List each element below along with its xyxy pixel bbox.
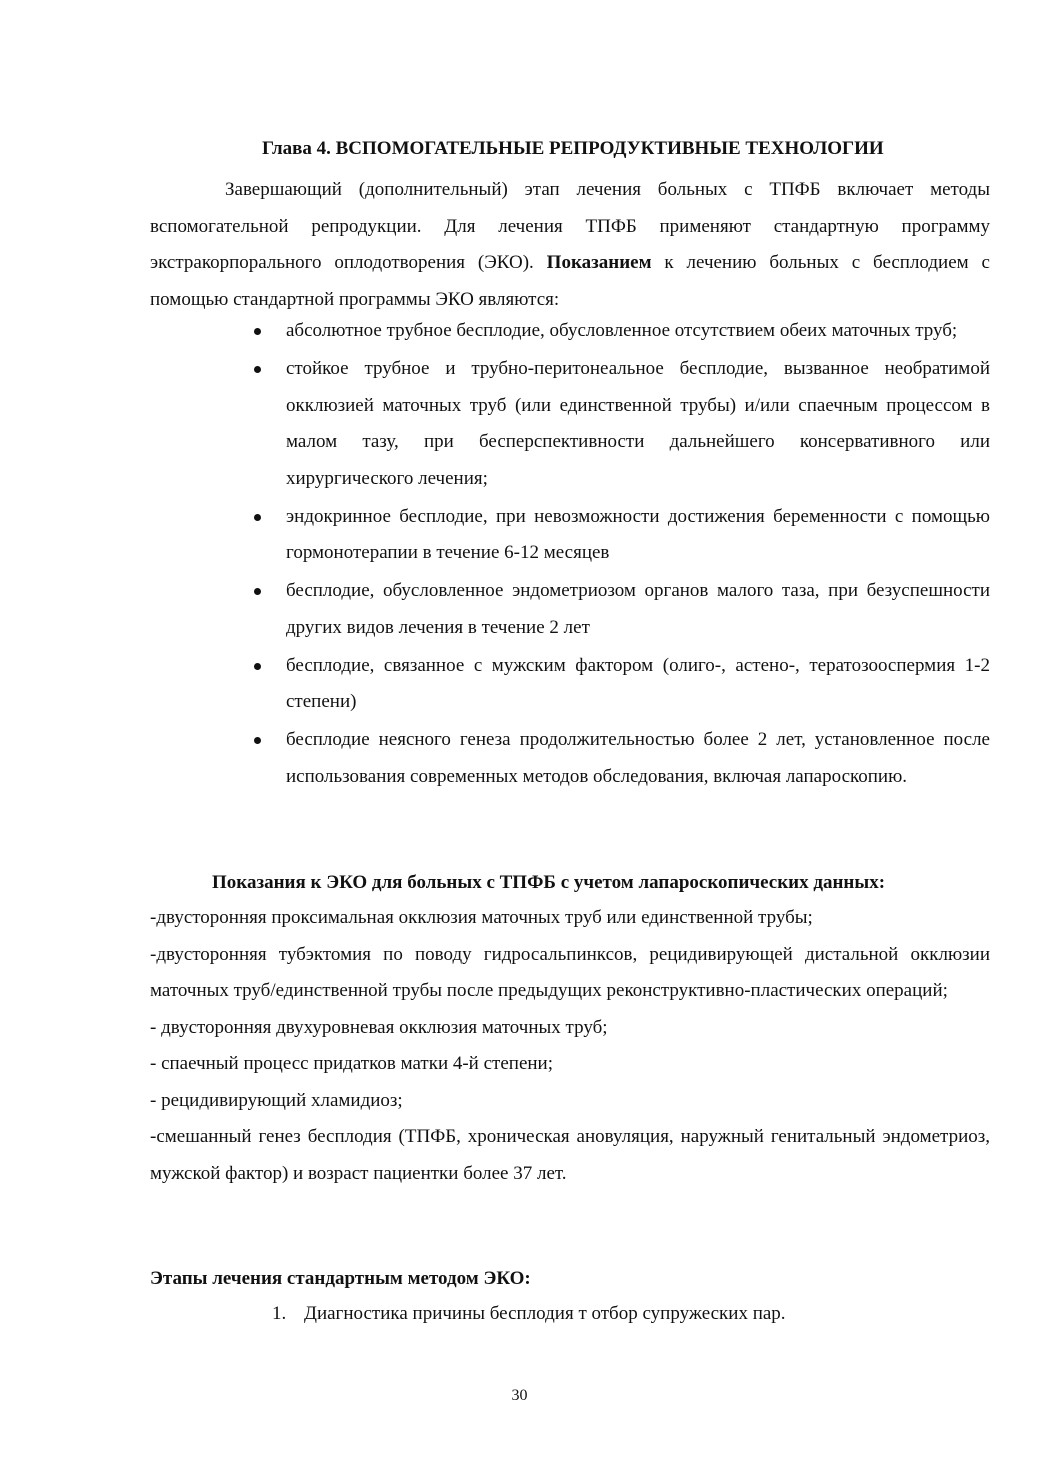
list-item-number: 1. bbox=[272, 1303, 287, 1324]
bullet-icon bbox=[254, 328, 261, 335]
list-item: -двусторонняя проксимальная окклюзия маточных труб или единственной трубы; bbox=[150, 907, 813, 928]
list-item: - двусторонняя двухуровневая окклюзия маточных труб; bbox=[150, 1016, 608, 1038]
list-item-text: бесплодие, связанное с мужским фактором (олиго-, астено-, тератозооспермия 1-2 степени) bbox=[286, 654, 990, 712]
list-item-text: эндокринное бесплодие, при невозможности достижения беременности с помощью гормонотерапии в течение 6-12 месяцев bbox=[286, 505, 990, 563]
list-item-text: бесплодие, обусловленное эндометриозом органов малого таза, при безуспешности других видов лечения в течение 2 лет bbox=[286, 580, 990, 638]
chapter-title: Глава 4. ВСПОМОГАТЕЛЬНЫЕ РЕПРОДУКТИВНЫЕ ТЕХНОЛОГИИ bbox=[262, 138, 884, 159]
page-number: 30 bbox=[511, 1387, 528, 1404]
intro-text-before: Завершающий (дополнительный) этап лечения больных с ТПФБ включает методы вспомогательной репродукции. Для лечения ТПФБ применяют стандартную программу экстракорпорального оплодотворения (ЭКО). bbox=[150, 179, 990, 273]
list-item-text: абсолютное трубное бесплодие, обусловленное отсутствием обеих маточных труб; bbox=[286, 320, 958, 341]
bullet-icon bbox=[254, 514, 261, 521]
list-item: -двусторонняя тубэктомия по поводу гидросальпинксов, рецидивирующей дистальной окклюзии маточных труб/единственной трубы после предыдущих реконструктивно-пластических операций; bbox=[150, 943, 990, 1001]
indications-list bbox=[250, 313, 990, 797]
list-item: - рецидивирующий хламидиоз; bbox=[150, 1089, 403, 1111]
list-item bbox=[250, 499, 990, 572]
bullet-icon bbox=[254, 588, 261, 595]
list-item bbox=[250, 351, 990, 497]
list-item bbox=[250, 313, 990, 350]
list-item bbox=[250, 648, 990, 721]
bullet-icon bbox=[254, 663, 261, 670]
list-item: - спаечный процесс придатков матки 4-й степени; bbox=[150, 1053, 553, 1074]
list-item-text: стойкое трубное и трубно-перитонеальное бесплодие, вызванное необратимой окклюзией маточных труб (или единственной трубы) и/или спаечным процессом в малом тазу, при бесперспективности дальнейшего консервативного или хирургического лечения; bbox=[286, 358, 990, 489]
list-item-text: Диагностика причины бесплодия т отбор супружеских пар. bbox=[304, 1303, 786, 1324]
stages-heading: Этапы лечения стандартным методом ЭКО: bbox=[150, 1268, 531, 1289]
numbered-list-item bbox=[272, 1299, 786, 1329]
list-item-text: бесплодие неясного генеза продолжительностью более 2 лет, установленное после использования современных методов обследования, включая лапароскопию. bbox=[286, 729, 990, 787]
list-item bbox=[250, 722, 990, 795]
bullet-icon bbox=[254, 366, 261, 373]
laparoscopic-heading: Показания к ЭКО для больных с ТПФБ с учетом лапароскопических данных: bbox=[212, 872, 886, 893]
list-item: -смешанный генез бесплодия (ТПФБ, хроническая ановуляция, наружный генитальный эндометриоз, мужской фактор) и возраст пациентки более 37 лет. bbox=[150, 1126, 990, 1184]
intro-paragraph bbox=[150, 172, 990, 318]
intro-text-after: к лечению больных с бесплодием с помощью стандартной программы ЭКО являются: bbox=[150, 252, 990, 310]
intro-bold-term: Показанием bbox=[546, 252, 652, 273]
laparoscopic-indications bbox=[150, 900, 990, 1192]
bullet-icon bbox=[254, 737, 261, 744]
list-item bbox=[250, 573, 990, 646]
